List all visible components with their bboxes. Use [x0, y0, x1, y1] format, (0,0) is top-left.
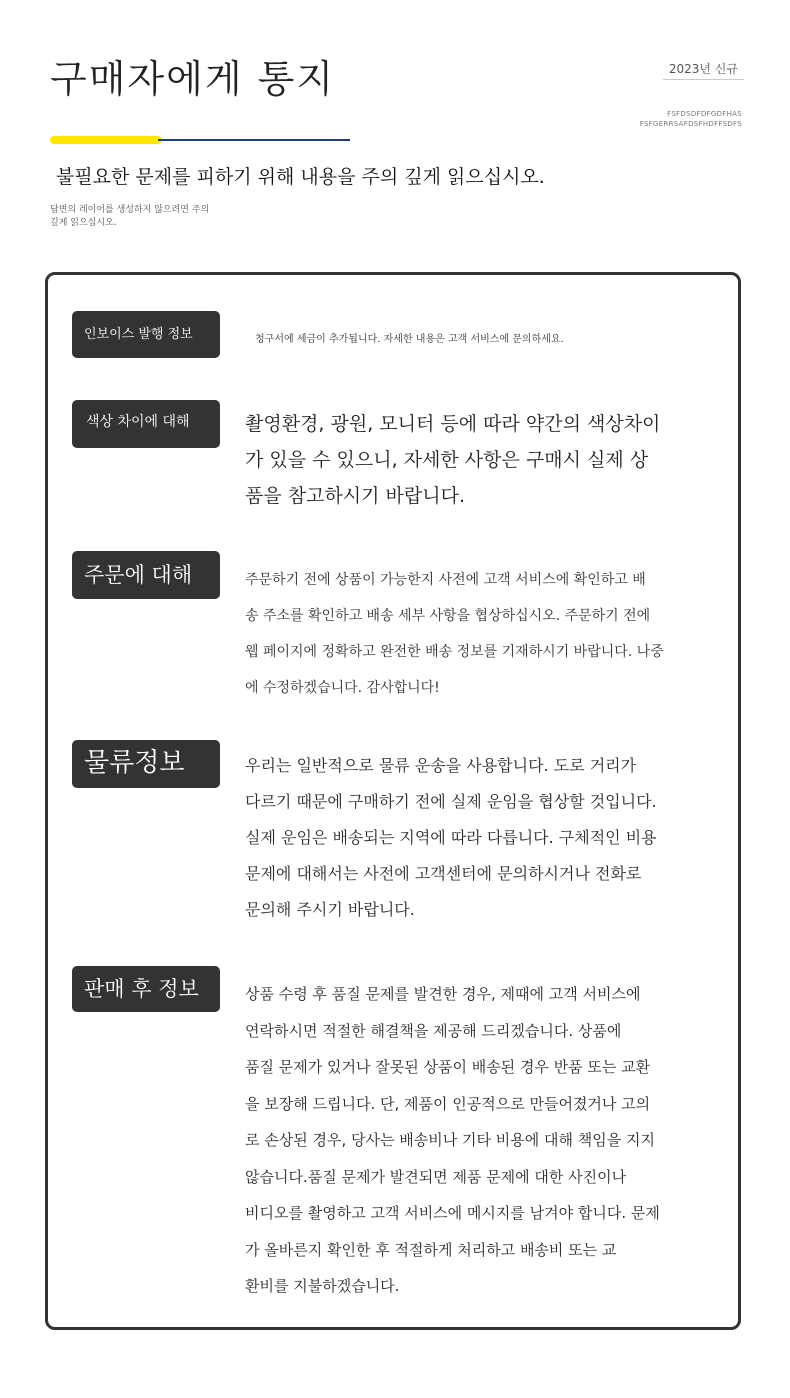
section-text-invoice [255, 330, 735, 345]
section-text-line: 을 보장해 드립니다. 단, 제품이 인공적으로 만들어졌거나 고의 [245, 1094, 651, 1113]
section-text-line: 문제에 대해서는 사전에 고객센터에 문의하시거나 전화로 [245, 864, 642, 883]
section-text-line: 로 손상된 경우, 당사는 배송비나 기타 비용에 대해 책임을 지지 [245, 1131, 655, 1149]
section-text-logistics [245, 748, 725, 928]
section-text-line: 환비를 지불하겠습니다. [245, 1277, 400, 1295]
small-note-line: 답변의 레이어를 생성하지 않으려면 주의 [50, 205, 210, 215]
section-text-line: 품질 문제가 있거나 잘못된 상품이 배송된 경우 반품 또는 교환 [245, 1058, 651, 1076]
section-text-line: 청구서에 세금이 추가됩니다. 자세한 내용은 고객 서비스에 문의하세요. [255, 334, 564, 345]
warning-text: 불필요한 문제를 피하기 위해 내용을 주의 깊게 읽으십시오. [56, 166, 545, 188]
code-text-1: FSFDSDFDFGDFHAS [667, 110, 742, 118]
section-text-after-sales [245, 976, 725, 1305]
section-text-order [245, 562, 725, 706]
section-text-line: 주문하기 전에 상품이 가능한지 사전에 고객 서비스에 확인하고 배 [245, 572, 646, 588]
section-label-order: 주문에 대해 [72, 551, 220, 599]
section-text-line: 연락하시면 적절한 해결책을 제공해 드리겠습니다. 상품에 [245, 1021, 622, 1040]
section-text-line: 다르기 때문에 구매하기 전에 실제 운임을 협상할 것입니다. [245, 792, 657, 811]
section-label-after-sales: 판매 후 정보 [72, 966, 220, 1012]
year-tag: 2023년 신규 [663, 58, 744, 80]
section-text-line: 우리는 일반적으로 물류 운송을 사용합니다. 도로 거리가 [245, 756, 637, 775]
small-note-line: 깊게 읽으십시오. [50, 218, 117, 228]
section-text-line: 품을 참고하시기 바랍니다. [245, 485, 466, 507]
section-label-color: 색상 차이에 대해 [72, 400, 220, 448]
section-text-line: 에 수정하겠습니다. 감사합니다! [245, 680, 440, 696]
section-label-logistics: 물류정보 [72, 740, 220, 788]
title-underline [50, 136, 350, 144]
section-text-line: 가 있을 수 있으니, 자세한 사항은 구매시 실제 상 [245, 449, 649, 471]
page-title: 구매자에게 통지 [50, 57, 336, 101]
section-text-line: 촬영환경, 광원, 모니터 등에 따라 약간의 색상차이 [245, 413, 661, 435]
title-underline-yellow [50, 136, 162, 144]
section-label-invoice: 인보이스 발행 정보 [72, 311, 220, 358]
section-text-line: 비디오를 촬영하고 고객 서비스에 메시지를 남겨야 합니다. 문제 [245, 1204, 660, 1222]
section-text-line: 웹 페이지에 정확하고 완전한 배송 정보를 기재하시기 바랍니다. 나중 [245, 644, 664, 660]
section-text-line: 문의해 주시기 바랍니다. [245, 900, 415, 919]
section-text-line: 실제 운임은 배송되는 지역에 따라 다릅니다. 구체적인 비용 [245, 828, 657, 847]
section-text-line: 상품 수령 후 품질 문제를 발견한 경우, 제때에 고객 서비스에 [245, 985, 641, 1003]
title-underline-blue [158, 139, 350, 141]
section-text-line: 가 올바른지 확인한 후 적절하게 처리하고 배송비 또는 교 [245, 1240, 617, 1259]
section-text-line: 송 주소를 확인하고 배송 세부 사항을 협상하십시오. 주문하기 전에 [245, 608, 651, 624]
section-text-line: 않습니다.품질 문제가 발견되면 제품 문제에 대한 사진이나 [245, 1167, 627, 1186]
code-text-2: FSFGERRSAFDSFHDFFSDFS [639, 120, 742, 128]
small-note [50, 204, 209, 230]
section-text-color [245, 406, 725, 514]
